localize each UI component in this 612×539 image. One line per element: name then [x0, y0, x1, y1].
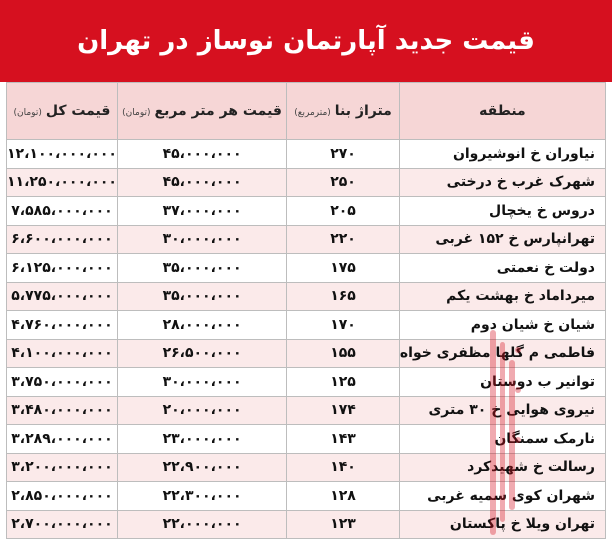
cell-total-price: ۷،۵۸۵،۰۰۰،۰۰۰	[7, 197, 118, 226]
cell-area: ۲۵۰	[287, 168, 400, 197]
table-row	[7, 453, 606, 482]
cell-region: شهرک غرب خ درختی	[399, 168, 605, 197]
cell-price-per-sqm: ۲۸،۰۰۰،۰۰۰	[117, 311, 286, 340]
header-region-label: منطقه	[479, 103, 526, 119]
cell-price-per-sqm: ۴۵،۰۰۰،۰۰۰	[117, 140, 286, 169]
cell-total-price: ۳،۷۵۰،۰۰۰،۰۰۰	[7, 368, 118, 397]
cell-total-price: ۲،۸۵۰،۰۰۰،۰۰۰	[7, 482, 118, 511]
table-row	[7, 225, 606, 254]
table-header-row	[7, 83, 606, 140]
title-bar	[0, 0, 612, 82]
cell-region: میرداماد خ بهشت یکم	[399, 282, 605, 311]
header-price-per-sqm-unit: (تومان)	[122, 108, 151, 118]
cell-region: تهران ویلا خ پاکستان	[399, 510, 605, 539]
cell-total-price: ۴،۱۰۰،۰۰۰،۰۰۰	[7, 339, 118, 368]
cell-price-per-sqm: ۳۰،۰۰۰،۰۰۰	[117, 225, 286, 254]
cell-area: ۱۷۴	[287, 396, 400, 425]
cell-region: شهران کوی سمیه غربی	[399, 482, 605, 511]
cell-price-per-sqm: ۲۶،۵۰۰،۰۰۰	[117, 339, 286, 368]
cell-region: نیاوران خ انوشیروان	[399, 140, 605, 169]
header-total-price-unit: (تومان)	[13, 108, 42, 118]
cell-area: ۱۲۵	[287, 368, 400, 397]
header-region	[399, 83, 605, 140]
table-row	[7, 254, 606, 283]
cell-price-per-sqm: ۳۵،۰۰۰،۰۰۰	[117, 282, 286, 311]
cell-area: ۱۷۰	[287, 311, 400, 340]
cell-total-price: ۱۱،۲۵۰،۰۰۰،۰۰۰	[7, 168, 118, 197]
cell-total-price: ۶،۶۰۰،۰۰۰،۰۰۰	[7, 225, 118, 254]
cell-total-price: ۵،۷۷۵،۰۰۰،۰۰۰	[7, 282, 118, 311]
cell-region: توانیر ب دوستان	[399, 368, 605, 397]
cell-area: ۲۲۰	[287, 225, 400, 254]
cell-area: ۲۰۵	[287, 197, 400, 226]
cell-total-price: ۲،۷۰۰،۰۰۰،۰۰۰	[7, 510, 118, 539]
cell-area: ۱۲۸	[287, 482, 400, 511]
cell-price-per-sqm: ۲۲،۰۰۰،۰۰۰	[117, 510, 286, 539]
cell-region: دولت خ نعمتی	[399, 254, 605, 283]
header-price-per-sqm	[117, 83, 286, 140]
page-title: قیمت جدید آپارتمان نوساز در تهران	[77, 26, 535, 56]
table-row	[7, 197, 606, 226]
table-body	[7, 140, 606, 539]
cell-total-price: ۶،۱۲۵،۰۰۰،۰۰۰	[7, 254, 118, 283]
header-area	[287, 83, 400, 140]
cell-area: ۲۷۰	[287, 140, 400, 169]
table-row	[7, 482, 606, 511]
table-row	[7, 339, 606, 368]
cell-price-per-sqm: ۳۵،۰۰۰،۰۰۰	[117, 254, 286, 283]
cell-price-per-sqm: ۲۲،۹۰۰،۰۰۰	[117, 453, 286, 482]
price-table	[6, 82, 606, 539]
cell-total-price: ۳،۴۸۰،۰۰۰،۰۰۰	[7, 396, 118, 425]
cell-region: نارمک سمنگان	[399, 425, 605, 454]
table-row	[7, 368, 606, 397]
cell-region: نیروی هوایی خ ۳۰ متری	[399, 396, 605, 425]
table-row	[7, 425, 606, 454]
cell-price-per-sqm: ۳۷،۰۰۰،۰۰۰	[117, 197, 286, 226]
header-area-label: متراژ بنا	[334, 103, 392, 119]
table-row	[7, 168, 606, 197]
cell-region: دروس خ یخچال	[399, 197, 605, 226]
cell-price-per-sqm: ۴۵،۰۰۰،۰۰۰	[117, 168, 286, 197]
cell-area: ۱۴۳	[287, 425, 400, 454]
cell-area: ۱۶۵	[287, 282, 400, 311]
table-row	[7, 140, 606, 169]
table-row	[7, 311, 606, 340]
cell-price-per-sqm: ۳۰،۰۰۰،۰۰۰	[117, 368, 286, 397]
cell-price-per-sqm: ۲۲،۳۰۰،۰۰۰	[117, 482, 286, 511]
header-price-per-sqm-label: قیمت هر متر مربع	[154, 103, 282, 119]
cell-region: تهرانپارس خ ۱۵۲ غربی	[399, 225, 605, 254]
table-row	[7, 510, 606, 539]
cell-total-price: ۴،۷۶۰،۰۰۰،۰۰۰	[7, 311, 118, 340]
cell-total-price: ۳،۲۸۹،۰۰۰،۰۰۰	[7, 425, 118, 454]
cell-total-price: ۳،۲۰۰،۰۰۰،۰۰۰	[7, 453, 118, 482]
cell-price-per-sqm: ۲۳،۰۰۰،۰۰۰	[117, 425, 286, 454]
header-total-price-label: قیمت کل	[45, 103, 111, 119]
cell-region: رسالت خ شهیدکرد	[399, 453, 605, 482]
table-row	[7, 396, 606, 425]
cell-price-per-sqm: ۲۰،۰۰۰،۰۰۰	[117, 396, 286, 425]
cell-area: ۱۵۵	[287, 339, 400, 368]
cell-total-price: ۱۲،۱۰۰،۰۰۰،۰۰۰	[7, 140, 118, 169]
cell-region: فاطمی م گلها مظفری خواه	[399, 339, 605, 368]
cell-area: ۱۲۳	[287, 510, 400, 539]
cell-area: ۱۷۵	[287, 254, 400, 283]
cell-region: شیان خ شیان دوم	[399, 311, 605, 340]
header-total-price	[7, 83, 118, 140]
header-area-unit: (مترمربع)	[294, 108, 331, 118]
table-row	[7, 282, 606, 311]
cell-area: ۱۴۰	[287, 453, 400, 482]
